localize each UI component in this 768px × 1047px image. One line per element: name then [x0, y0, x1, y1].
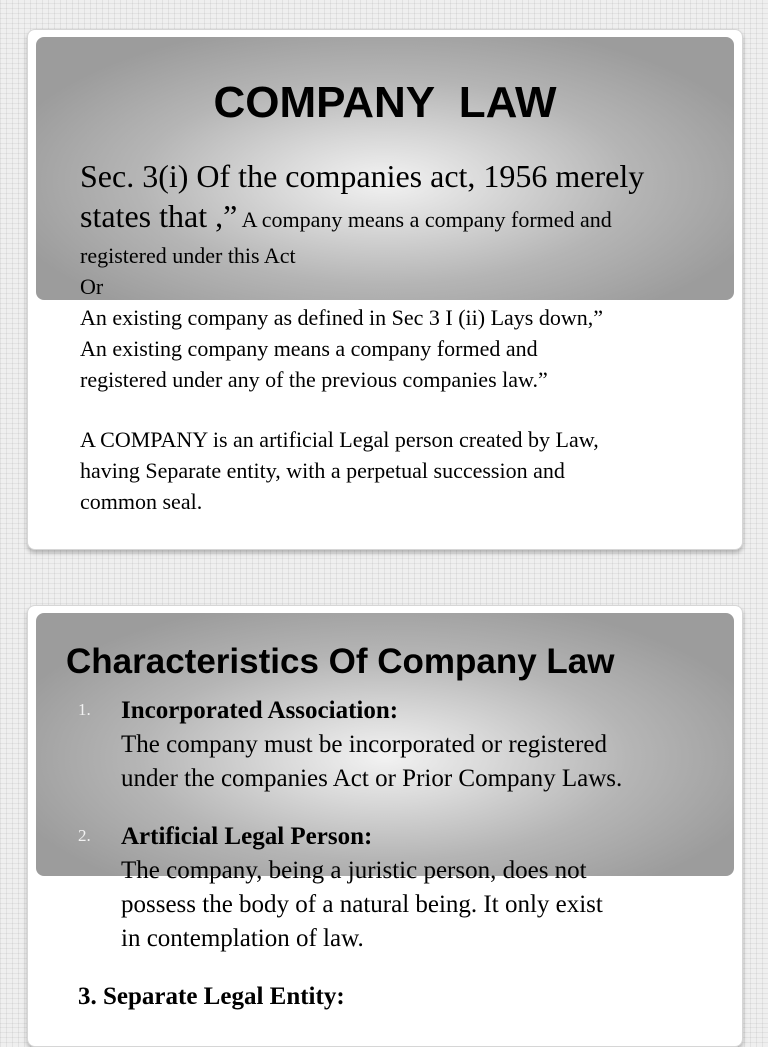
- list-item-text: The company, being a juristic person, does not: [121, 857, 587, 884]
- list-item-text: in contemplation of law.: [121, 925, 364, 952]
- body-line-7: registered under any of the previous companies law.”: [80, 367, 548, 392]
- intro-line-2-large: states that ,”: [80, 198, 238, 234]
- list-item-number: 2.: [78, 826, 91, 845]
- list-item-text: possess the body of a natural being. It only exist: [121, 891, 603, 918]
- list-gap: [78, 956, 718, 980]
- list-item-text: under the companies Act or Prior Company Laws.: [121, 765, 623, 792]
- list-gap: [78, 796, 718, 820]
- list-item-number: 1.: [78, 700, 91, 719]
- characteristics-list: [78, 694, 718, 1014]
- paragraph-gap: [80, 395, 720, 424]
- slide-company-law: [27, 29, 743, 550]
- definition-line-3: common seal.: [80, 489, 203, 514]
- intro-line-2: [80, 196, 720, 240]
- intro-line-1: Sec. 3(i) Of the companies act, 1956 merely: [80, 158, 645, 194]
- body-line-or: Or: [80, 274, 104, 299]
- body-line-3: registered under this Act: [80, 243, 296, 268]
- list-item-heading: Incorporated Association:: [121, 697, 399, 724]
- definition-line-1: A COMPANY is an artificial Legal person created by Law,: [80, 427, 599, 452]
- list-item: [78, 694, 718, 796]
- list-item-text: The company must be incorporated or registered: [121, 731, 607, 758]
- slide-body: [80, 156, 720, 517]
- list-item: [78, 820, 718, 956]
- list-item-heading-3: 3. Separate Legal Entity:: [78, 983, 345, 1010]
- slide-title: COMPANY LAW: [213, 78, 557, 127]
- body-line-5: An existing company as defined in Sec 3 I (ii) Lays down,”: [80, 305, 603, 330]
- list-item-heading: Artificial Legal Person:: [121, 823, 373, 850]
- slide-title: Characteristics Of Company Law: [66, 642, 615, 681]
- slide-characteristics: [27, 605, 743, 1047]
- intro-line-2-small: A company means a company formed and: [237, 207, 612, 232]
- body-line-6: An existing company means a company formed and: [80, 336, 538, 361]
- definition-line-2: having Separate entity, with a perpetual succession and: [80, 458, 565, 483]
